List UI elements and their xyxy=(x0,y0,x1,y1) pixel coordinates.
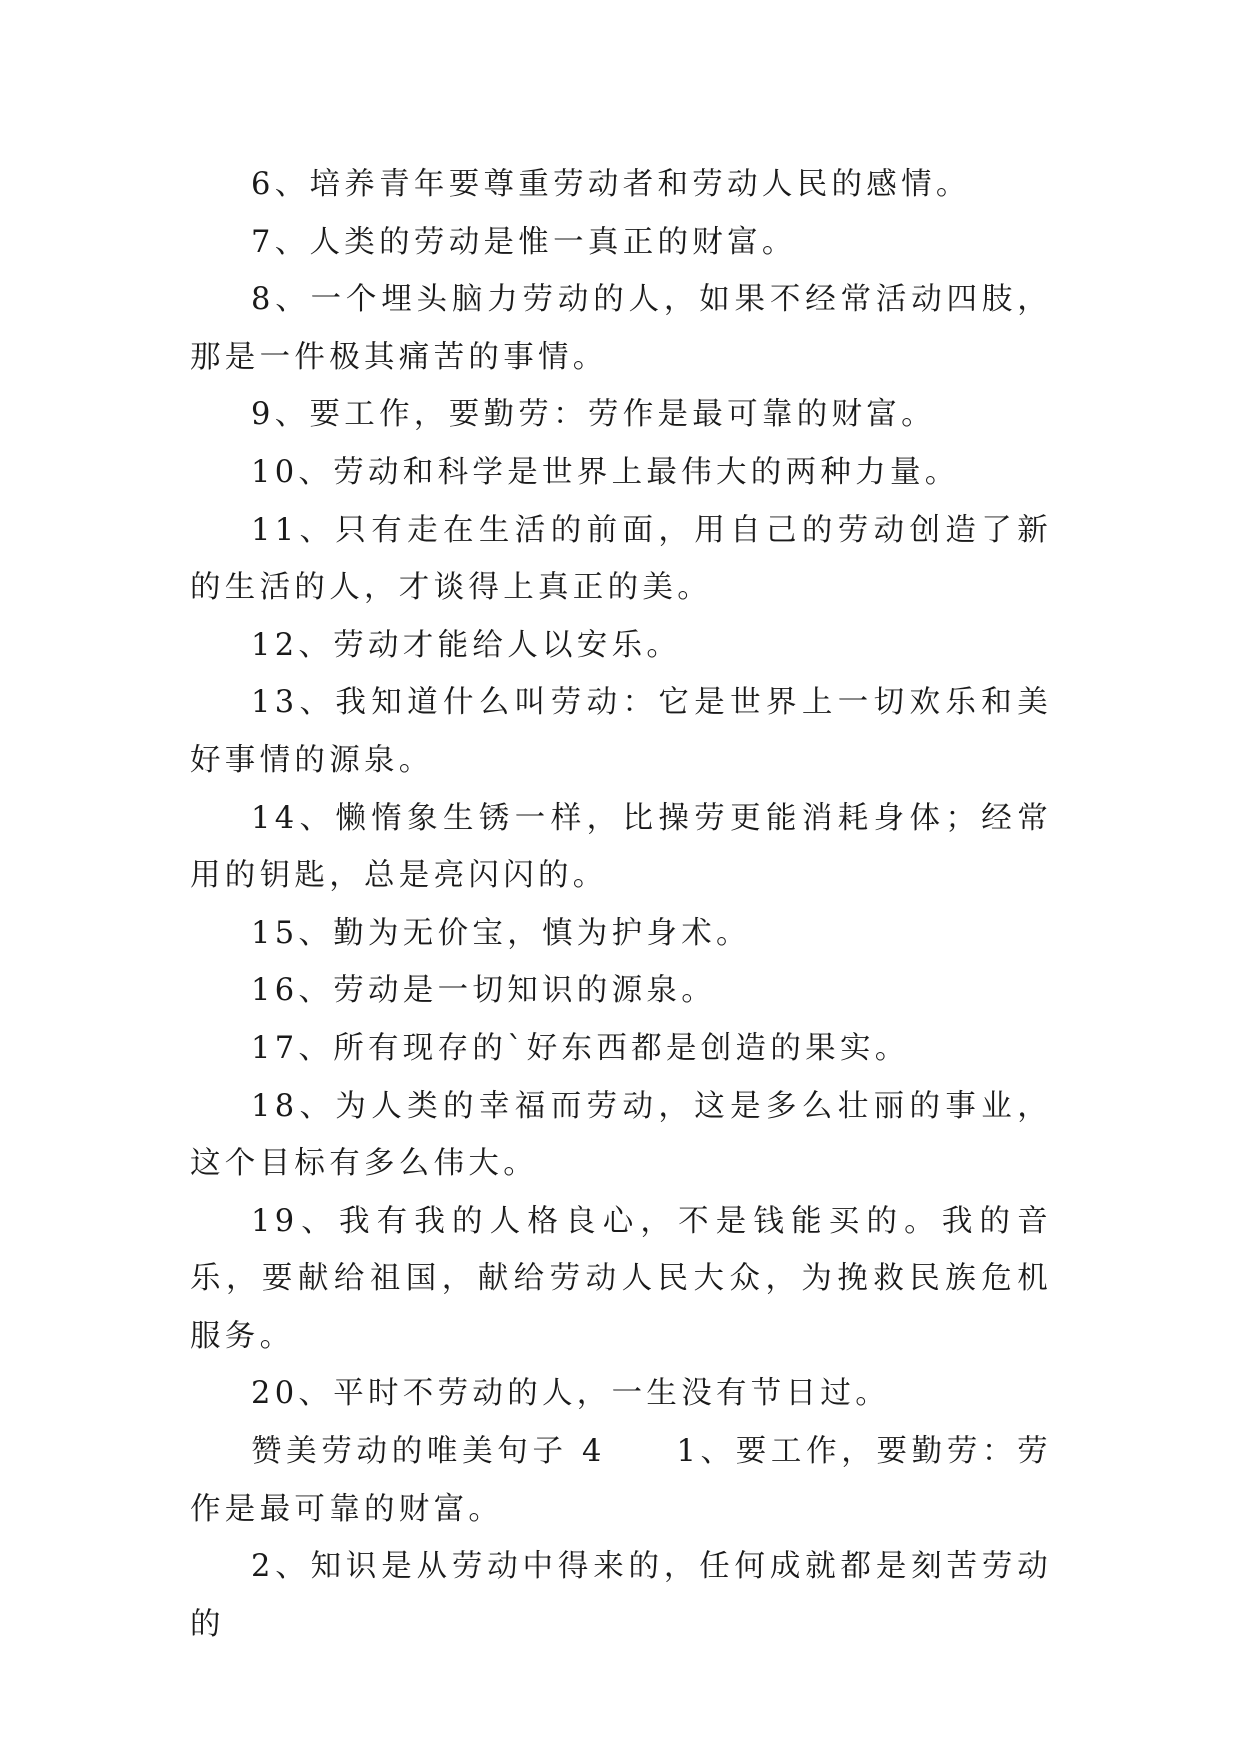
paragraph: 20、平时不劳动的人，一生没有节日过。 xyxy=(251,1376,891,1412)
paragraph: 19、我有我的人格良心，不是钱能买的。我的音乐，要献给祖国，献给劳动人民大众，为挽救民族危机服务。 xyxy=(190,1203,1052,1354)
paragraph: 赞美劳动的唯美句子 4 1、要工作，要勤劳：劳作是最可靠的财富。 xyxy=(190,1434,1052,1527)
paragraph: 16、劳动是一切知识的源泉。 xyxy=(251,973,717,1009)
paragraph: 2、知识是从劳动中得来的，任何成就都是刻苦劳动的 xyxy=(190,1549,1052,1642)
paragraph: 11、只有走在生活的前面，用自己的劳动创造了新的生活的人，才谈得上真正的美。 xyxy=(190,512,1052,606)
document-body xyxy=(190,156,1052,1653)
paragraph: 12、劳动才能给人以安乐。 xyxy=(251,627,682,663)
paragraph: 8、一个埋头脑力劳动的人，如果不经常活动四肢，那是一件极其痛苦的事情。 xyxy=(190,282,1052,375)
paragraph: 18、为人类的幸福而劳动，这是多么壮丽的事业，这个目标有多么伟大。 xyxy=(190,1088,1052,1182)
paragraph: 10、劳动和科学是世界上最伟大的两种力量。 xyxy=(251,454,960,490)
paragraph: 7、人类的劳动是惟一真正的财富。 xyxy=(251,224,797,260)
paragraph: 14、懒惰象生锈一样，比操劳更能消耗身体；经常用的钥匙，总是亮闪闪的。 xyxy=(190,800,1052,894)
paragraph: 6、培养青年要尊重劳动者和劳动人民的感情。 xyxy=(251,167,971,202)
paragraph: 17、所有现存的`好东西都是创造的果实。 xyxy=(251,1030,910,1066)
paragraph: 15、勤为无价宝，慎为护身术。 xyxy=(251,915,751,951)
paragraph: 13、我知道什么叫劳动：它是世界上一切欢乐和美好事情的源泉。 xyxy=(190,685,1052,778)
paragraph: 9、要工作，要勤劳：劳作是最可靠的财富。 xyxy=(251,397,936,433)
